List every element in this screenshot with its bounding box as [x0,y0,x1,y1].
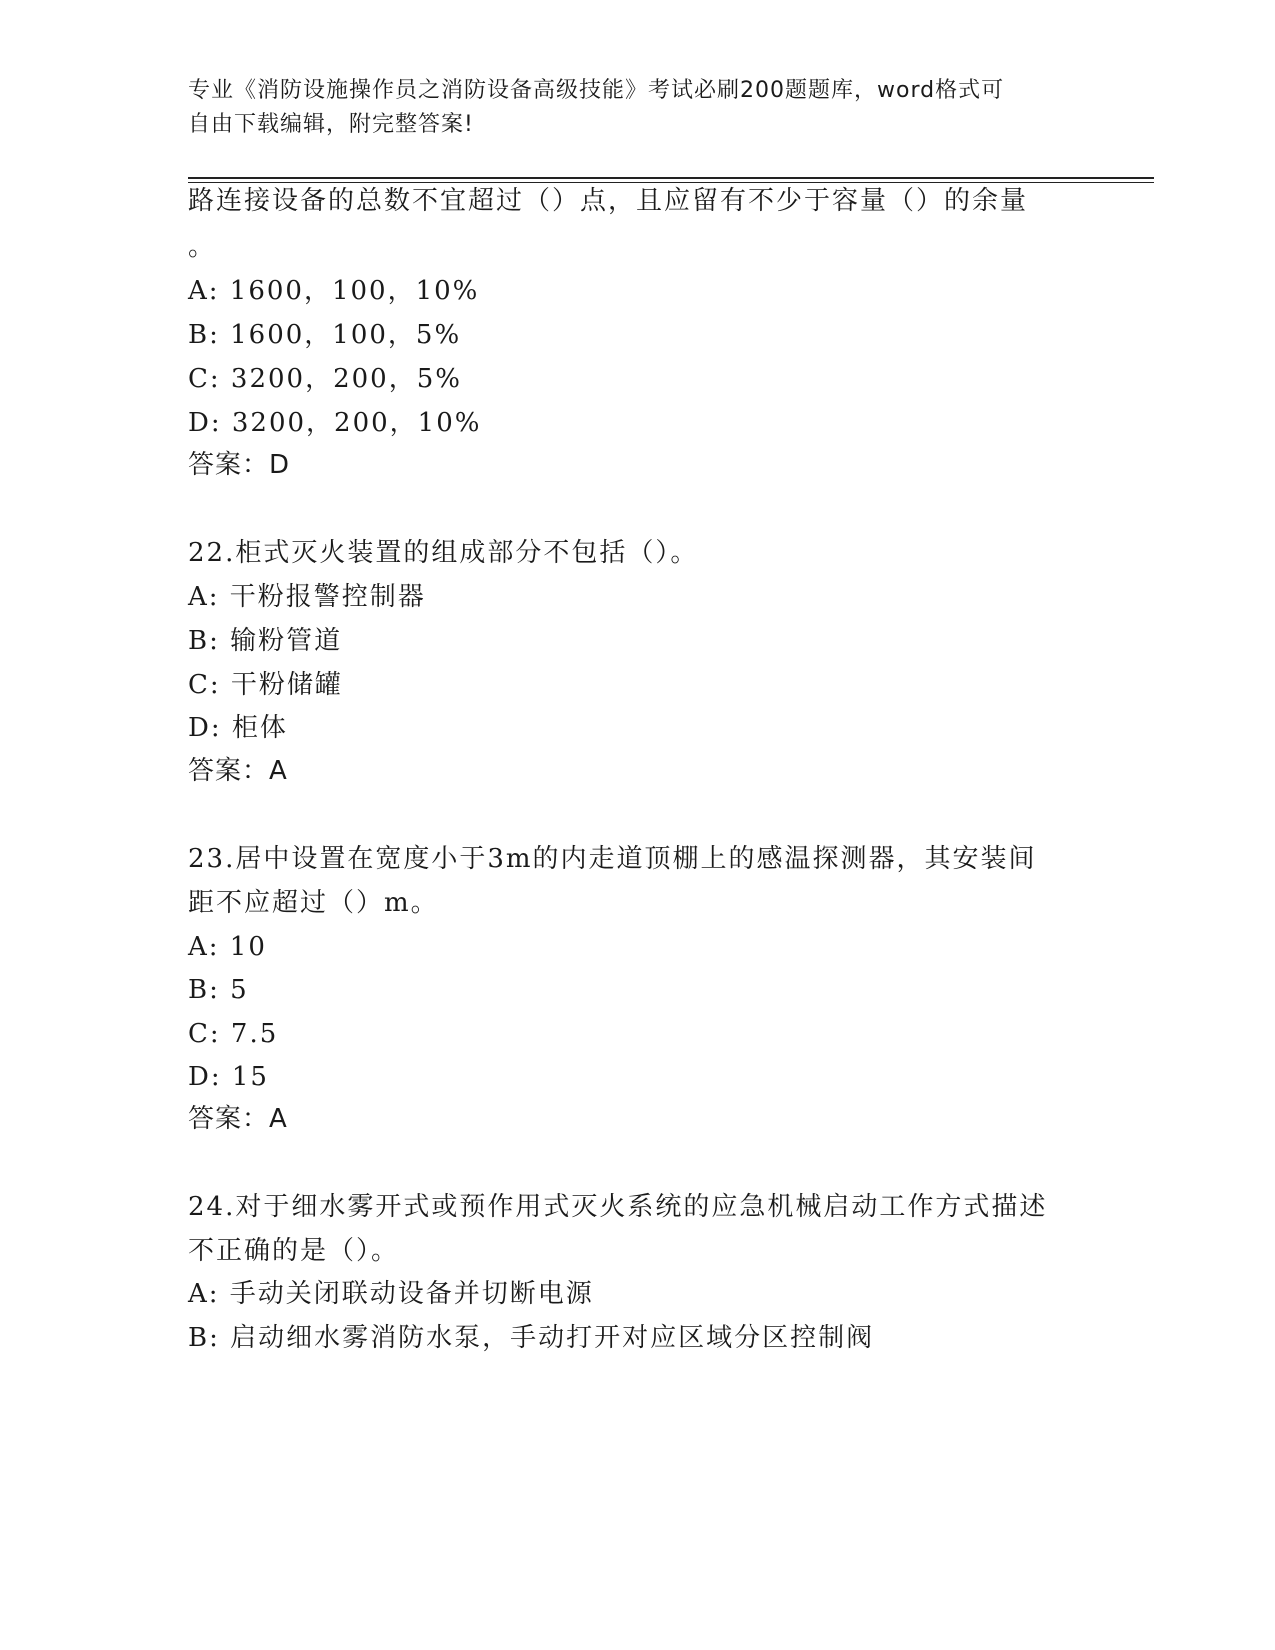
q23-answer: 答案：A [188,1104,288,1134]
q23-stem-line-1: 23.居中设置在宽度小于3m的内走道顶棚上的感温探测器，其安装间 [188,844,1037,874]
q24-option-b: B: 启动细水雾消防水泵，手动打开对应区域分区控制阀 [188,1323,875,1353]
q24-option-a: A: 手动关闭联动设备并切断电源 [188,1279,594,1309]
header-divider-thin [188,182,1154,183]
document-header [188,74,1068,142]
q21-answer: 答案：D [188,450,291,480]
q22-answer: 答案：A [188,756,288,786]
q23-stem-line-2: 距不应超过（）m。 [188,888,439,918]
q22-option-a: A: 干粉报警控制器 [188,582,426,612]
q22-option-c: C: 干粉储罐 [188,670,343,700]
q21-option-b: B: 1600，100，5% [188,320,462,350]
q23-option-b: B: 5 [188,975,249,1005]
q21-option-d: D: 3200，200，10% [188,408,482,438]
q24-stem-line-2: 不正确的是（）。 [188,1236,400,1266]
q24-stem-line-1: 24.对于细水雾开式或预作用式灭火系统的应急机械启动工作方式描述 [188,1192,1048,1222]
header-line-2: 自由下载编辑，附完整答案! [188,112,474,137]
q22-option-b: B: 输粉管道 [188,626,343,656]
q22-stem: 22.柜式灭火装置的组成部分不包括（）。 [188,538,699,568]
q23-option-c: C: 7.5 [188,1019,279,1049]
q21-stem-continuation-1: 路连接设备的总数不宜超过（）点，且应留有不少于容量（）的余量 [188,186,1029,216]
q23-option-a: A: 10 [188,932,267,962]
q23-option-d: D: 15 [188,1062,269,1092]
q21-option-c: C: 3200，200，5% [188,364,462,394]
header-line-1: 专业《消防设施操作员之消防设备高级技能》考试必刷200题题库，word格式可 [188,78,1005,103]
q21-stem-continuation-2: 。 [188,232,217,262]
q22-option-d: D: 柜体 [188,713,288,743]
q21-option-a: A: 1600，100，10% [188,276,480,306]
header-divider-thick [188,177,1154,179]
